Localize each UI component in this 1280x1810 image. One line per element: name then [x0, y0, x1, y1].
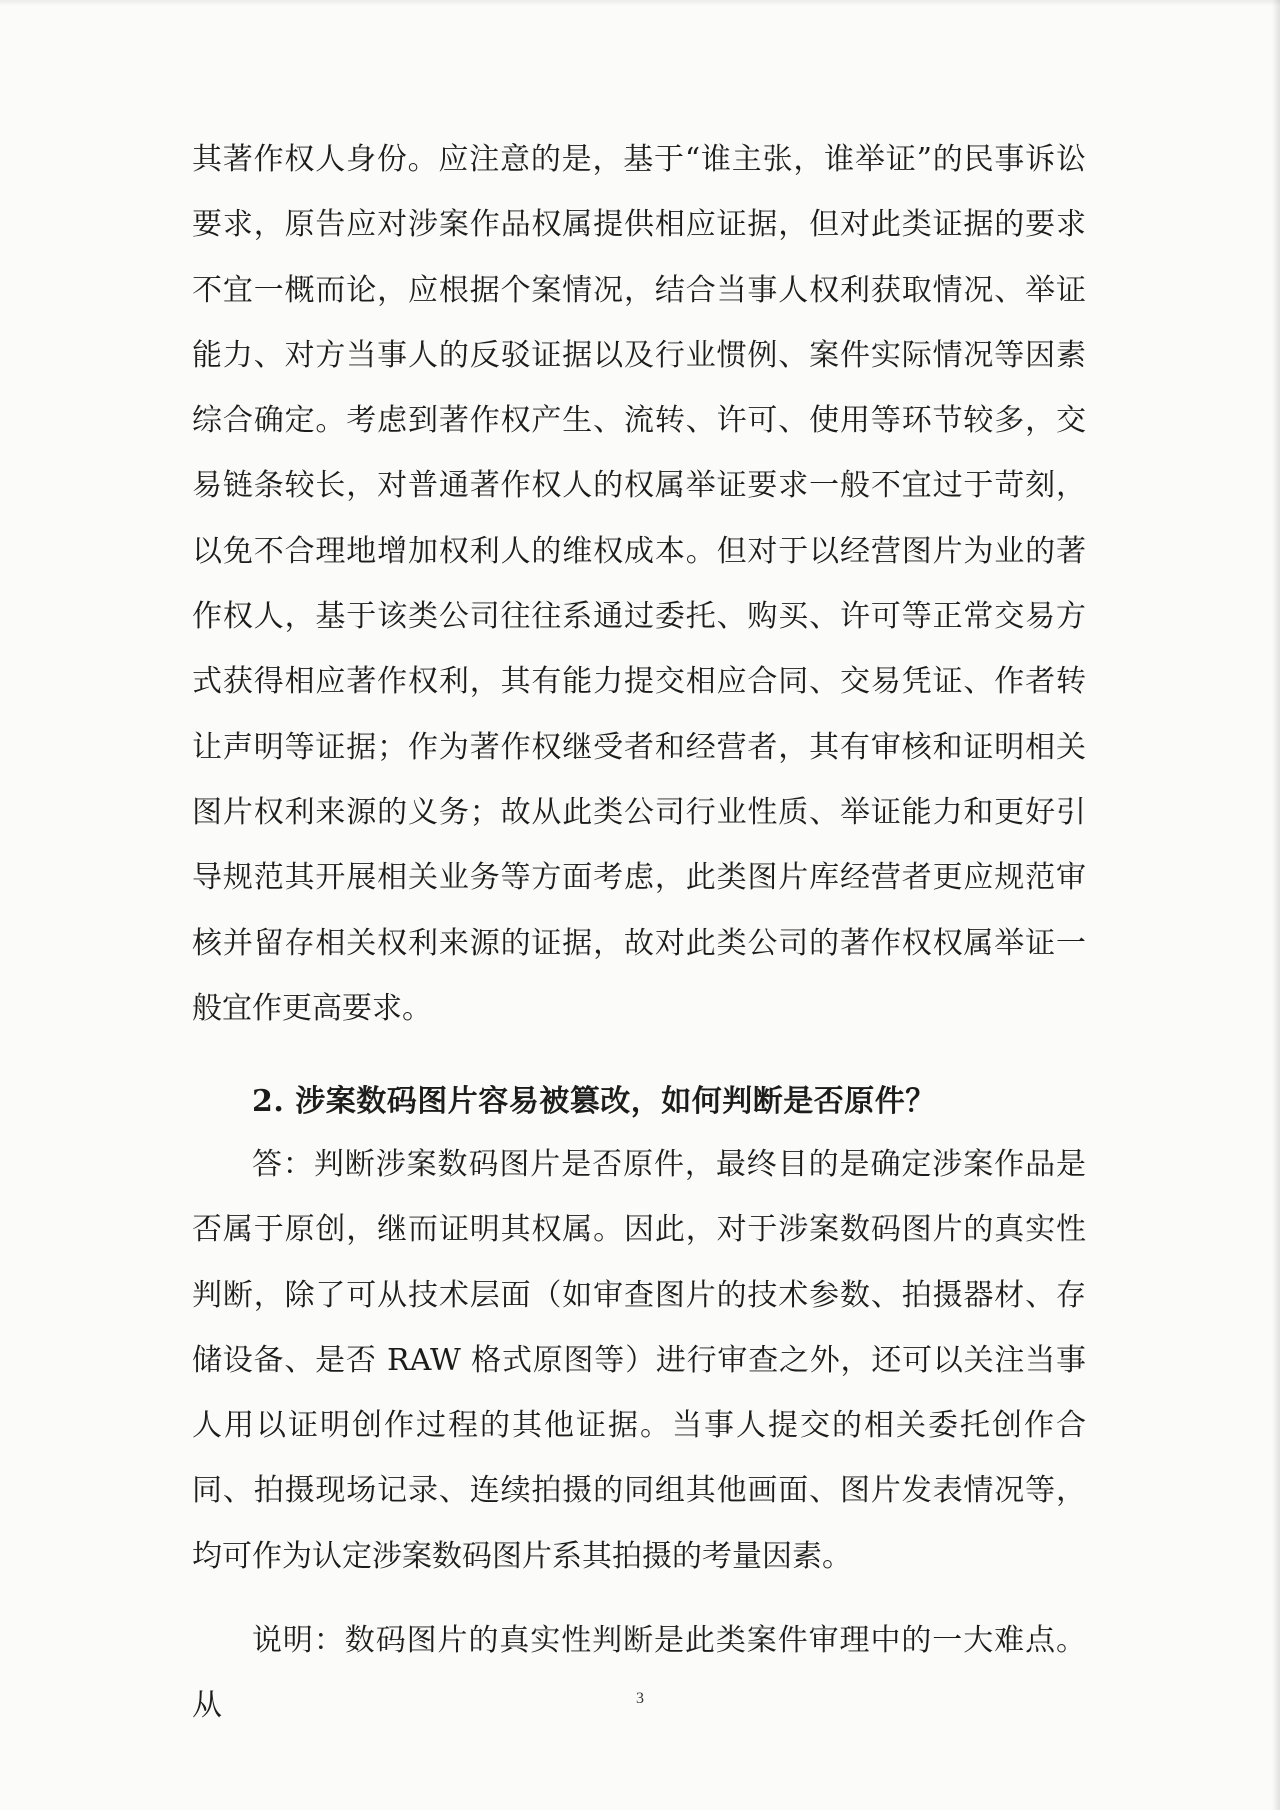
page-top-shadow [0, 0, 1280, 6]
body-paragraph-continuation: 其著作权人身份。应注意的是，基于“谁主张，谁举证”的民事诉讼要求，原告应对涉案作品权属提供相应证据，但对此类证据的要求不宜一概而论，应根据个案情况，结合当事人权利获取情况、举证能力、对方当事人的反驳证据以及行业惯例、案件实际情况等因素综合确定。考虑到著作权产生、流转、许可、使用等环节较多，交易链条较长，对普通著作权人的权属举证要求一般不宜过于苛刻，以免不合理地增加权利人的维权成本。但对于以经营图片为业的著作权人，基于该类公司往往系通过委托、购买、许可等正常交易方式获得相应著作权利，其有能力提交相应合同、交易凭证、作者转让声明等证据；作为著作权继受者和经营者，其有审核和证明相关图片权利来源的义务；故从此类公司行业性质、举证能力和更好引导规范其开展相关业务等方面考虑，此类图片库经营者更应规范审核并留存相关权利来源的证据，故对此类公司的著作权权属举证一般宜作更高要求。 [192, 142, 1086, 1026]
page-number: 3 [636, 1690, 644, 1707]
note-paragraph: 说明：数码图片的真实性判断是此类案件审理中的一大难点。从 [192, 1623, 1086, 1724]
answer-paragraph: 答：判断涉案数码图片是否原件，最终目的是确定涉案作品是否属于原创，继而证明其权属。因此，对于涉案数码图片的真实性判断，除了可从技术层面（如审查图片的技术参数、拍摄器材、存储设备、是否 RAW 格式原图等）进行审查之外，还可以关注当事人用以证明创作过程的其他证据。当事人提交的相关委托创作合同、拍摄现场记录、连续拍摄的同组其他画面、图片发表情况等，均可作为认定涉案数码图片系其拍摄的考量因素。 [192, 1147, 1086, 1574]
question-heading: 2. 涉案数码图片容易被篡改，如何判断是否原件？ [252, 1084, 936, 1119]
page-edge-shadow [1272, 0, 1280, 1810]
